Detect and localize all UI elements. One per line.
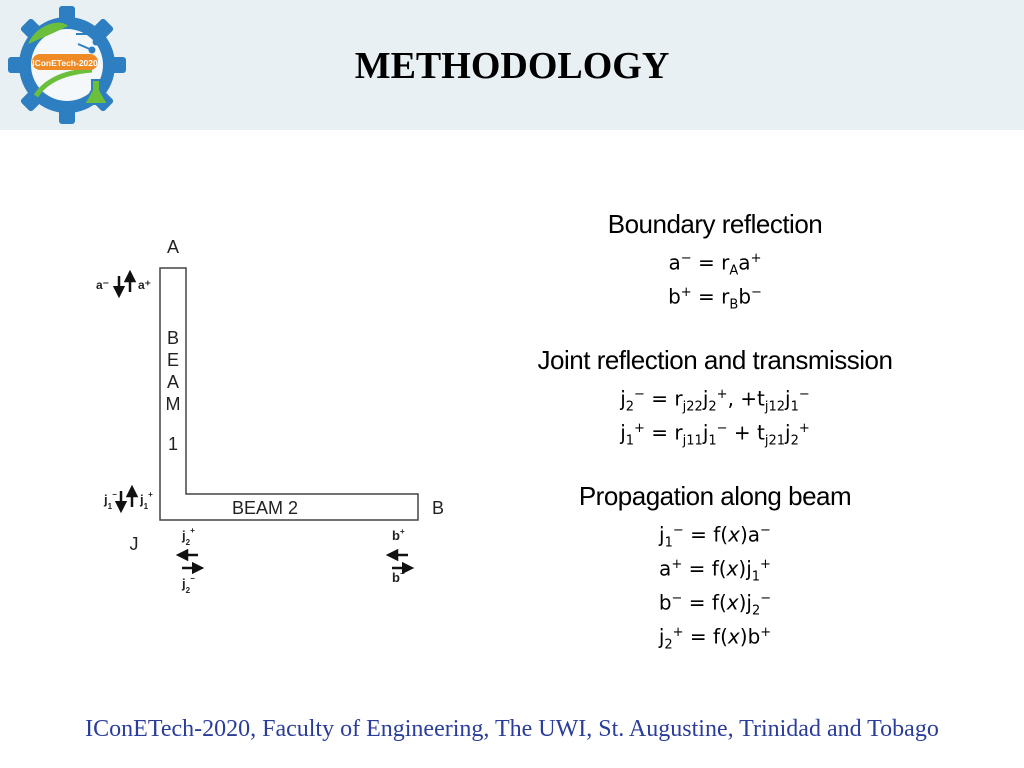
joint-eq-2: $j_1^+ = r_{j11}j_1^- + t_{j21}j_2^+$ [620,420,810,449]
beam1-letter: M [165,394,181,414]
label-a: A [166,237,180,257]
b-plus-label: b+ [392,527,405,543]
propagation-eq-2: $a^+ = f(x)j_1^+$ [659,556,771,585]
j1-plus-label: $j_1^+$ [140,490,153,511]
equations-panel [500,206,930,653]
label-b: B [431,498,445,518]
page-title: METHODOLOGY [354,45,670,87]
arrow-label-a-minus: a⁻ [96,278,110,292]
boundary-eq-b: $b^+ = r_Bb^-$ [668,284,762,313]
beam2-label: BEAM 2 [232,498,299,518]
joint-title: Joint reflection and transmission [537,345,893,375]
beam-diagram [90,232,460,612]
l-beam-outline [160,268,418,520]
beam1-letter: E [166,350,180,370]
boundary-reflection-title: Boundary reflection [607,209,823,239]
arrow-label-a-plus: a⁺ [138,278,152,292]
footer-text: IConETech-2020, Faculty of Engineering, The UWI, St. Augustine, Trinidad and Tobago [85,716,939,742]
label-j: J [129,534,139,554]
beam1-letter: 1 [167,434,179,454]
b-minus-label: b− [392,569,405,585]
propagation-eq-4: $j_2^+ = f(x)b^+$ [658,624,772,653]
propagation-eq-1: $j_1^- = f(x)a^-$ [659,522,771,551]
beam1-letter: A [166,372,180,392]
propagation-eq-3: $b^- = f(x)j_2^-$ [658,590,772,619]
j2-plus-label: $j_2^+$ [182,526,195,547]
beam1-letter: B [166,328,180,348]
boundary-eq-a: $a^- = r_Aa^+$ [668,250,762,279]
propagation-title: Propagation along beam [578,481,852,511]
header-banner [0,0,1024,130]
j1-minus-label: $j_1^-$ [104,490,117,511]
joint-eq-1: $j_2^- = r_{j22}j_2^+$, $+t_{j12}j_1^-$ [620,386,810,415]
logo-text: IConETech-2020 [32,58,98,68]
j2-minus-label: $j_2^-$ [182,574,195,595]
